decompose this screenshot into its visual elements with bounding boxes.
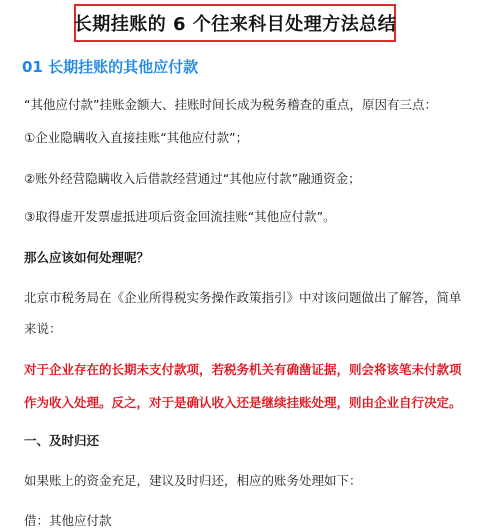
sub-text: 如果账上的资金充足，建议及时归还，相应的账务处理如下：	[24, 473, 362, 488]
page-title: 长期挂账的 6 个往来科目处理方法总结	[73, 14, 397, 35]
highlight-line-2: 作为收入处理。反之，对于是确认收入还是继续挂账处理，则由企业自行决定。	[24, 395, 462, 410]
point-2: ②账外经营隐瞒收入后借款经营通过“其他应付款”融通资金；	[24, 171, 361, 186]
answer-line-2: 来说：	[24, 321, 62, 336]
point-1: ①企业隐瞒收入直接挂账“其他应付款”；	[24, 130, 249, 145]
question-heading: 那么应该如何处理呢？	[24, 250, 150, 265]
intro-paragraph: “其他应付款”挂账金额大、挂账时间长成为税务稽查的重点，原因有三点：	[24, 97, 437, 112]
section-heading: 01 长期挂账的其他应付款	[22, 58, 199, 76]
journal-entry-partial: 借：其他应付款	[24, 513, 112, 528]
highlight-line-1: 对于企业存在的长期未支付款项，若税务机关有确凿证据，则会将该笔未付款项	[24, 362, 462, 377]
point-3: ③取得虚开发票虚抵进项后资金回流挂账“其他应付款”。	[24, 209, 336, 224]
answer-line-1: 北京市税务局在《企业所得税实务操作政策指引》中对该问题做出了解答，简单	[24, 290, 462, 305]
sub-heading: 一、及时归还	[24, 433, 100, 448]
title-box	[74, 4, 396, 42]
